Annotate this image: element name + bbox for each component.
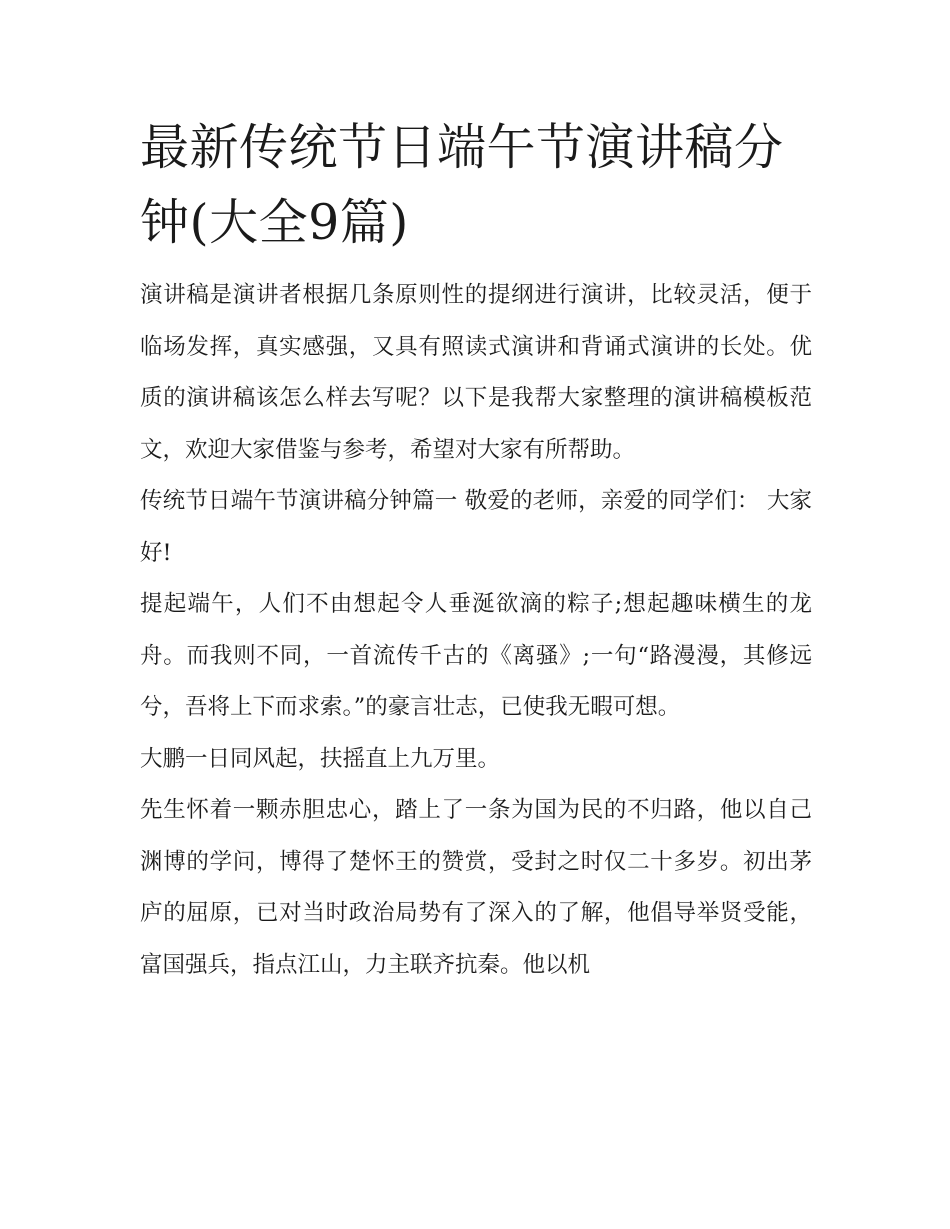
paragraph-duanwu: 提起端午，人们不由想起令人垂涎欲滴的粽子;想起趣味横生的龙舟。而我则不同，一首流传千古的《离骚》;一句“路漫漫，其修远兮，吾将上下而求索。”的豪言壮志，已使我无暇可想。 [140, 591, 812, 720]
paragraph-intro: 演讲稿是演讲者根据几条原则性的提纲进行演讲，比较灵活，便于临场发挥，真实感强，又具有照读式演讲和背诵式演讲的长处。优质的演讲稿该怎么样去写呢？以下是我帮大家整理的演讲稿模板范文，欢迎大家借鉴与参考，希望对大家有所帮助。 [140, 282, 812, 463]
paragraph-quyuan: 先生怀着一颗赤胆忠心，踏上了一条为国为民的不归路，他以自己渊博的学问，博得了楚怀王的赞赏，受封之时仅二十多岁。初出茅庐的屈原，已对当时政治局势有了深入的了解，他倡导举贤受能，富国强兵，指点江山，力主联齐抗秦。他以机 [140, 797, 812, 978]
document-body [140, 270, 812, 991]
document-page [140, 110, 812, 991]
document-title: 最新传统节日端午节演讲稿分钟(大全9篇) [140, 119, 784, 251]
paragraph-dapeng: 大鹏一日同风起，扶摇直上九万里。 [140, 745, 501, 772]
paragraph-greeting: 传统节日端午节演讲稿分钟篇一 敬爱的老师，亲爱的同学们： 大家好! [140, 488, 812, 566]
